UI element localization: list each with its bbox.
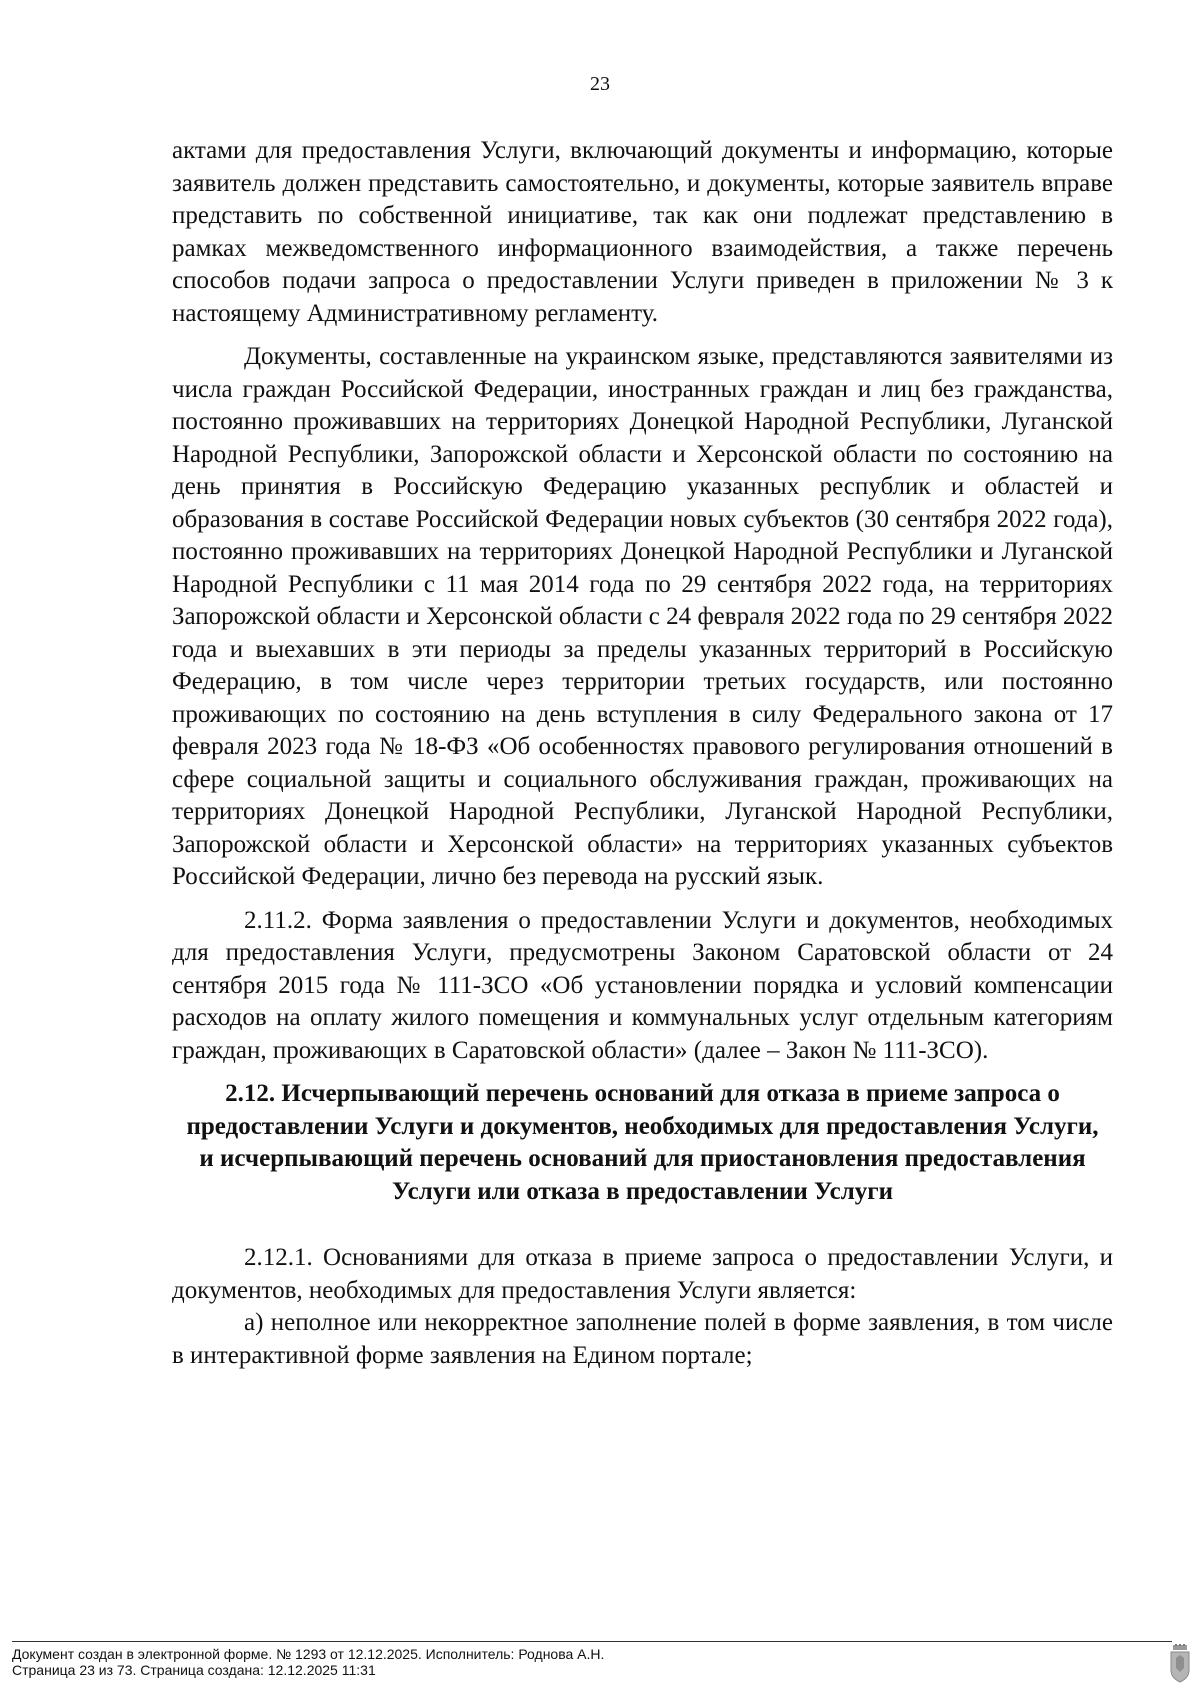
page-number: 23 [590, 73, 610, 95]
document-body [172, 135, 1113, 1383]
paragraph-continuation: актами для предоставления Услуги, включающий документы и информацию, которые заявитель должен представить самостоятельно, и документы, которые заявитель вправе представить по собственной инициативе, так как они подлежат представлению в рамках межведомственного информационного взаимодействия, а также перечень способов подачи запроса о предоставлении Услуги приведен в приложении № 3 к настоящему Административному регламенту. [172, 137, 1113, 327]
paragraph-2-11-2: 2.11.2. Форма заявления о предоставлении Услуги и документов, необходимых для предоставления Услуги, предусмотрены Законом Саратовской области от 24 сентября 2015 года № 111-ЗСО «Об установлении порядка и условий компенсации расходов на оплату жилого помещения и коммунальных услуг отдельным категориям граждан, проживающих в Саратовской области» (далее – Закон № 111-ЗСО). [172, 906, 1113, 1064]
paragraph-2-12-1: 2.12.1. Основаниями для отказа в приеме запроса о предоставлении Услуги, и документов, необходимых для предоставления Услуги является: [172, 1244, 1113, 1304]
footer-page-info: Страница 23 из 73. Страница создана: 12.12.2025 11:31 [12, 1662, 376, 1678]
footer-divider [12, 1641, 1172, 1642]
footer-stamp [12, 1646, 604, 1678]
footer-document-info: Документ создан в электронной форме. № 1293 от 12.12.2025. Исполнитель: Роднова А.Н. [12, 1646, 605, 1662]
paragraph-ukrainian-documents: Документы, составленные на украинском языке, представляются заявителями из числа граждан Российской Федерации, иностранных граждан и лиц без гражданства, постоянно проживавших на территориях Донецкой Народной Республики, Луганской Народной Республики, Запорожской области и Херсонской области по состоянию на день принятия в Российскую Федерацию указанных республик и областей и образования в составе Российской Федерации новых субъектов (30 сентября 2022 года), постоянно проживавших на территориях Донецкой Народной Республики и Луганской Народной Республики с 11 мая 2014 года по 29 сентября 2022 года, на территориях Запорожской области и Херсонской области с 24 февраля 2022 года по 29 сентября 2022 года и выехавших в эти периоды за пределы указанных территорий в Российскую Федерацию, в том числе через территории третьих государств, или постоянно проживающих по состоянию на день вступления в силу Федерального закона от 17 февраля 2023 года № 18-ФЗ «Об особенностях правового регулирования отношений в сфере социальной защиты и социального обслуживания граждан, проживающих на территориях Донецкой Народной Республики, Луганской Народной Республики, Запорожской области и Херсонской области» на территориях указанных субъектов Российской Федерации, лично без перевода на русский язык. [172, 343, 1113, 890]
list-item-a: а) неполное или некорректное заполнение полей в форме заявления, в том числе в интерактивной форме заявления на Едином портале; [172, 1309, 1113, 1369]
coat-of-arms-icon [1168, 1644, 1192, 1684]
section-heading-2-12: 2.12. Исчерпывающий перечень оснований для отказа в приеме запроса о предоставлении Услуги и документов, необходимых для предоставления Услуги, и исчерпывающий перечень оснований для приостановления предоставления Услуги или отказа в предоставлении Услуги [186, 1080, 1099, 1205]
